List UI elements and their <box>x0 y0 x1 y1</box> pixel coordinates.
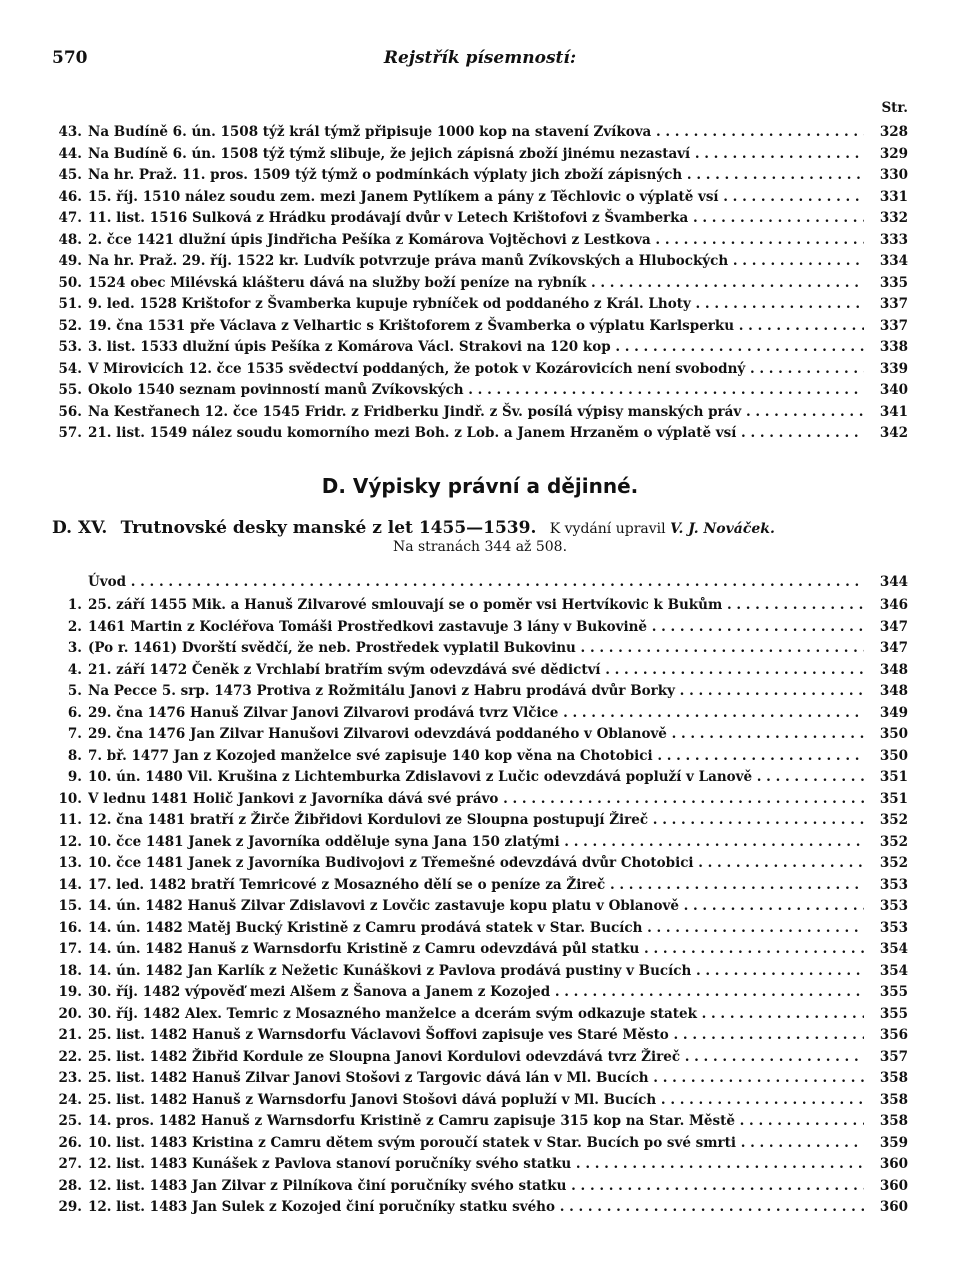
entry-text: 30. říj. 1482 Alex. Temric z Mosazného manželce a dcerám svým odkazuje statek . . . <box>88 1004 864 1026</box>
entry-number: 25. <box>58 1113 82 1129</box>
index-entry <box>52 423 908 445</box>
entry-text: 25. list. 1482 Žibřid Kordule ze Sloupna Janovi Kordulovi odevzdává tvrz Žireč . . . <box>88 1047 864 1069</box>
entry-number: 5. <box>67 683 82 699</box>
entry-number: 22. <box>58 1048 82 1065</box>
entry-page: 337 <box>879 317 908 334</box>
entry-text: 10. čce 1481 Janek z Javorníka Budivojovi z Třemešné odevzdává dvůr Chotobici . . . <box>88 853 864 875</box>
entry-text: V lednu 1481 Holič Jankovi z Javorníka dává své právo . . . <box>88 789 864 811</box>
entry-number: 46. <box>58 188 82 205</box>
entry-number: 17. <box>58 941 82 957</box>
entry-text: 7. bř. 1477 Jan z Kozojed manželce své zapisuje 140 kop věna na Chotobici . . . <box>88 746 864 768</box>
index-entry <box>52 595 908 617</box>
entry-number: 50. <box>58 274 82 291</box>
index-entry <box>52 638 908 660</box>
entry-number: 21. <box>58 1027 82 1043</box>
entry-number: 29. <box>58 1199 82 1215</box>
entry-text: 9. led. 1528 Krištofor z Švamberka kupuje rybníček od poddaného z Král. Lhoty . . . <box>88 294 864 316</box>
entry-page: 360 <box>879 1156 908 1172</box>
entry-text: 10. list. 1483 Kristina z Camru dětem svým poroučí statek v Star. Bucích po své smrti . . . <box>88 1133 864 1155</box>
index-entry <box>52 1154 908 1176</box>
entry-page: 332 <box>879 210 908 226</box>
index-entry <box>52 982 908 1004</box>
entry-text: Na hr. Praž. 29. říj. 1522 kr. Ludvík potvrzuje práva manů Zvíkovských a Hlubockých . . . <box>88 251 864 273</box>
entry-number: 49. <box>58 253 82 269</box>
entry-number: 27. <box>58 1156 82 1172</box>
index-entry <box>52 294 908 316</box>
entry-text: 14. ún. 1482 Hanuš z Warnsdorfu Kristině z Camru odevzdává půl statku . . . <box>88 939 864 961</box>
entry-number: 7. <box>67 726 82 742</box>
entry-page: 360 <box>879 1177 908 1194</box>
entry-number: 23. <box>58 1070 82 1086</box>
entry-text: 12. list. 1483 Jan Zilvar z Pilníkova činí poručníky svého statku . . . <box>88 1176 864 1198</box>
entry-text: 12. čna 1481 bratří z Žirče Žibřidovi Kordulovi ze Sloupna postupují Žireč . . . <box>88 810 864 832</box>
entry-page: 338 <box>879 339 908 355</box>
index-entry <box>52 1025 908 1047</box>
entry-number: 53. <box>58 339 82 355</box>
index-entry <box>52 1004 908 1026</box>
entry-text: 1461 Martin z Kocléřova Tomáši Prostředkovi zastavuje 3 lány v Bukovině . . . <box>88 617 864 639</box>
entry-text: 14. ún. 1482 Jan Karlík z Nežetic Kunáškovi z Pavlova prodává pustiny v Bucích . . . <box>88 961 864 983</box>
entry-text: Na hr. Praž. 11. pros. 1509 týž týmž o podmínkách výplaty jich zboží zápisných . . . <box>88 165 864 187</box>
index-list-d <box>52 595 908 1219</box>
entry-text: 19. čna 1531 pře Václava z Velhartic s Krištoforem z Švamberka o výplatu Karlsperku . . . <box>88 316 864 338</box>
entry-text: 11. list. 1516 Sulková z Hrádku prodávají dvůr v Letech Krištofovi z Švamberka . . . <box>88 208 864 230</box>
entry-number: 10. <box>58 790 82 807</box>
entry-page: 355 <box>879 984 908 1000</box>
source-code: D. XV. <box>52 518 108 538</box>
entry-page: 330 <box>879 167 908 183</box>
intro-page: 344 <box>879 574 908 590</box>
entry-text: 10. ún. 1480 Vil. Krušina z Lichtemburka Zdislavovi z Lučic odevzdává popluží v Lanově . . . <box>88 767 864 789</box>
index-entry <box>52 187 908 209</box>
entry-text: Na Budíně 6. ún. 1508 týž týmž slibuje, že jejich zápisná zboží jinému nezastaví . . . <box>88 144 864 166</box>
index-entry <box>52 918 908 940</box>
entry-number: 51. <box>58 296 82 312</box>
entry-text: 14. ún. 1482 Hanuš Zilvar Zdislavovi z Lovčic zastavuje kopu platu v Oblanově . . . <box>88 896 864 918</box>
entry-number: 45. <box>58 167 82 183</box>
entry-page: 359 <box>879 1134 908 1151</box>
entry-number: 2. <box>67 618 82 635</box>
entry-text: 21. list. 1549 nález soudu komorního mezi Boh. z Lob. a Janem Hrzaněm o výplatě vsí . . . <box>88 423 864 445</box>
intro-entry <box>52 572 908 594</box>
entry-page: 350 <box>879 747 908 764</box>
entry-text: Na Kestřanech 12. čce 1545 Fridr. z Fridberku Jindř. z Šv. posílá výpisy manských práv . . . <box>88 402 864 424</box>
entry-text: 10. čce 1481 Janek z Javorníka odděluje syna Jana 150 zlatými . . . <box>88 832 864 854</box>
entry-text: 25. září 1455 Mik. a Hanuš Zilvarové smlouvají se o poměr vsi Hertvíkovic k Bukům . . . <box>88 595 864 617</box>
entry-page: 357 <box>879 1048 908 1065</box>
index-entry <box>52 165 908 187</box>
index-entry <box>52 1133 908 1155</box>
entry-number: 55. <box>58 382 82 398</box>
entry-text: 15. říj. 1510 nález soudu zem. mezi Janem Pytlíkem a pány z Těchlovic o výplatě vsí . . . <box>88 187 864 209</box>
index-entry <box>52 810 908 832</box>
entry-number: 13. <box>58 855 82 871</box>
entry-number: 44. <box>58 145 82 162</box>
source-editor: V. J. Nováček. <box>670 521 775 537</box>
entry-page: 360 <box>879 1199 908 1215</box>
index-entry <box>52 703 908 725</box>
entry-number: 56. <box>58 403 82 420</box>
entry-text: 25. list. 1482 Hanuš z Warnsdorfu Janovi Stošovi dává popluží v Ml. Bucích . . . <box>88 1090 864 1112</box>
index-entry <box>52 402 908 424</box>
entry-text: V Mirovicích 12. čce 1535 svědectví poddaných, že potok v Kozárovicích není svobodný . . . <box>88 359 864 381</box>
entry-number: 16. <box>58 919 82 936</box>
entry-page: 353 <box>879 876 908 893</box>
index-entry <box>52 896 908 918</box>
entry-number: 18. <box>58 962 82 979</box>
entry-number: 3. <box>67 640 82 656</box>
entry-text: 29. čna 1476 Jan Zilvar Hanušovi Zilvarovi odevzdává poddaného v Oblanově . . . <box>88 724 864 746</box>
source-line <box>52 518 908 538</box>
entry-number: 54. <box>58 360 82 377</box>
entry-page: 347 <box>879 640 908 656</box>
entry-page: 348 <box>879 683 908 699</box>
index-entry <box>52 767 908 789</box>
entry-number: 19. <box>58 984 82 1000</box>
entry-text: (Po r. 1461) Dvorští svědčí, že neb. Prostředek vyplatil Bukovinu . . . <box>88 638 864 660</box>
entry-page: 329 <box>879 145 908 162</box>
running-title: Rejstřík písemností: <box>383 48 577 68</box>
page-number: 570 <box>52 48 88 68</box>
entry-page: 358 <box>879 1113 908 1129</box>
index-entry <box>52 832 908 854</box>
entry-page: 356 <box>879 1027 908 1043</box>
entry-number: 57. <box>58 425 82 441</box>
index-entry <box>52 337 908 359</box>
index-entry <box>52 122 908 144</box>
entry-page: 331 <box>879 188 908 205</box>
entry-page: 335 <box>879 274 908 291</box>
entry-number: 28. <box>58 1177 82 1194</box>
entry-page: 334 <box>879 253 908 269</box>
page-column-label: Str. <box>881 100 908 116</box>
entry-text: 3. list. 1533 dlužní úpis Pešíka z Komárova Václ. Strakovi na 120 kop . . . <box>88 337 864 359</box>
entry-page: 341 <box>879 403 908 420</box>
entry-number: 43. <box>58 124 82 140</box>
entry-page: 355 <box>879 1005 908 1022</box>
index-entry <box>52 1176 908 1198</box>
entry-page: 347 <box>879 618 908 635</box>
entry-page: 350 <box>879 726 908 742</box>
edited-prefix: K vydání upravil <box>549 521 666 537</box>
index-entry <box>52 1090 908 1112</box>
entry-text: Na Budíně 6. ún. 1508 týž král týmž připisuje 1000 kop na stavení Zvíkova . . . <box>88 122 864 144</box>
intro-text: Úvod . . . <box>88 572 864 594</box>
entry-number: 52. <box>58 317 82 334</box>
entry-page: 349 <box>879 704 908 721</box>
entry-number: 15. <box>58 898 82 914</box>
entry-text: 25. list. 1482 Hanuš z Warnsdorfu Václavovi Šoffovi zapisuje ves Staré Město . . . <box>88 1025 864 1047</box>
entry-text: 30. říj. 1482 výpověď mezi Alšem z Šanova a Janem z Kozojed . . . <box>88 982 864 1004</box>
entry-page: 328 <box>879 124 908 140</box>
entry-number: 9. <box>67 769 82 785</box>
entry-number: 26. <box>58 1134 82 1151</box>
index-entry <box>52 961 908 983</box>
entry-page: 348 <box>879 661 908 678</box>
entry-page: 337 <box>879 296 908 312</box>
index-entry <box>52 1197 908 1219</box>
entry-text: 1524 obec Milévská klášteru dává na služby boží peníze na rybník . . . <box>88 273 864 295</box>
entry-number: 4. <box>67 661 82 678</box>
entry-text: Okolo 1540 seznam povinností manů Zvíkovských . . . <box>88 380 864 402</box>
entry-number: 12. <box>58 833 82 850</box>
index-entry <box>52 230 908 252</box>
entry-page: 352 <box>879 833 908 850</box>
entry-page: 342 <box>879 425 908 441</box>
entry-number: 6. <box>67 704 82 721</box>
entry-number: 48. <box>58 231 82 248</box>
index-entry <box>52 1047 908 1069</box>
index-entry <box>52 316 908 338</box>
index-entry <box>52 939 908 961</box>
entry-number: 47. <box>58 210 82 226</box>
entry-number: 14. <box>58 876 82 893</box>
entry-page: 354 <box>879 962 908 979</box>
entry-page: 339 <box>879 360 908 377</box>
entry-page: 358 <box>879 1070 908 1086</box>
index-entry <box>52 853 908 875</box>
entry-text: 12. list. 1483 Kunášek z Pavlova stanoví poručníky svého statku . . . <box>88 1154 864 1176</box>
entry-text: 14. pros. 1482 Hanuš z Warnsdorfu Kristině z Camru zapisuje 315 kop na Star. Městě . . . <box>88 1111 864 1133</box>
source-title: Trutnovské desky manské z let 1455—1539. <box>120 518 537 538</box>
entry-number: 1. <box>67 597 82 613</box>
entry-page: 340 <box>879 382 908 398</box>
entry-text: 17. led. 1482 bratří Temricové z Mosazného dělí se o peníze za Žireč . . . <box>88 875 864 897</box>
index-entry <box>52 144 908 166</box>
index-entry <box>52 617 908 639</box>
index-entry <box>52 1068 908 1090</box>
entry-text: Na Pecce 5. srp. 1473 Protiva z Rožmitálu Janovi z Habru prodává dvůr Borky . . . <box>88 681 864 703</box>
entry-text: 14. ún. 1482 Matěj Bucký Kristině z Camru prodává statek v Star. Bucích . . . <box>88 918 864 940</box>
source-pages-note: Na stranách 344 až 508. <box>392 539 568 555</box>
entry-page: 352 <box>879 812 908 828</box>
index-entry <box>52 273 908 295</box>
entry-page: 358 <box>879 1091 908 1108</box>
entry-page: 333 <box>879 231 908 248</box>
index-entry <box>52 380 908 402</box>
index-entry <box>52 359 908 381</box>
entry-number: 8. <box>67 747 82 764</box>
entry-page: 346 <box>879 597 908 613</box>
entry-text: 25. list. 1482 Hanuš Zilvar Janovi Stošovi z Targovic dává lán v Ml. Bucích . . . <box>88 1068 864 1090</box>
entry-page: 353 <box>879 898 908 914</box>
entry-number: 20. <box>58 1005 82 1022</box>
entry-page: 354 <box>879 941 908 957</box>
entry-number: 24. <box>58 1091 82 1108</box>
entry-page: 351 <box>879 769 908 785</box>
entry-text: 29. čna 1476 Hanuš Zilvar Janovi Zilvarovi prodává tvrz Vlčice . . . <box>88 703 864 725</box>
index-entry <box>52 1111 908 1133</box>
entry-page: 353 <box>879 919 908 936</box>
entry-text: 12. list. 1483 Jan Sulek z Kozojed činí poručníky statku svého . . . <box>88 1197 864 1219</box>
entry-page: 352 <box>879 855 908 871</box>
index-entry <box>52 251 908 273</box>
entry-text: 21. září 1472 Čeněk z Vrchlabí bratřím svým odevzdává své dědictví . . . <box>88 660 864 682</box>
index-entry <box>52 660 908 682</box>
index-entry <box>52 681 908 703</box>
entry-number: 11. <box>58 812 82 828</box>
index-list-c <box>52 122 908 445</box>
index-entry <box>52 789 908 811</box>
running-head <box>52 48 908 72</box>
index-entry <box>52 724 908 746</box>
section-heading: D. Výpisky právní a dějinné. <box>321 474 639 498</box>
index-entry <box>52 208 908 230</box>
index-entry <box>52 875 908 897</box>
index-entry <box>52 746 908 768</box>
entry-page: 351 <box>879 790 908 807</box>
entry-text: 2. čce 1421 dlužní úpis Jindřicha Pešíka z Komárova Vojtěchovi z Lestkova . . . <box>88 230 864 252</box>
